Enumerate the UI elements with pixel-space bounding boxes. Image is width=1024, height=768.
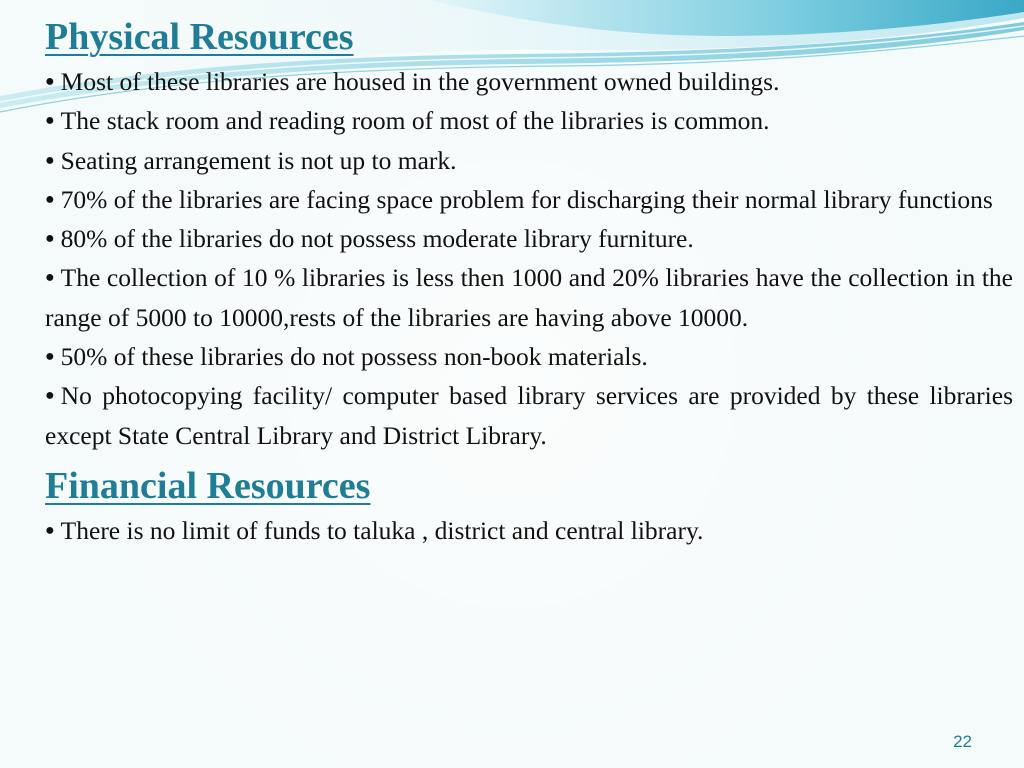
bullet-icon: ● <box>45 348 55 366</box>
bullet-icon: ● <box>45 112 55 130</box>
list-item <box>45 180 1013 219</box>
bullet-icon: ● <box>45 230 55 248</box>
physical-resources-list <box>45 62 1013 455</box>
bullet-text: Seating arrangement is not up to mark. <box>60 145 457 175</box>
bullet-icon: ● <box>45 521 55 539</box>
bullet-text: 70% of the libraries are facing space problem for discharging their normal library functions <box>60 184 993 214</box>
financial-resources-heading: Financial Resources <box>45 464 371 507</box>
bullet-icon: ● <box>45 269 55 287</box>
list-item <box>45 101 1013 140</box>
list-item <box>45 62 1013 101</box>
bullet-text: There is no limit of funds to taluka , district and central library. <box>60 515 704 545</box>
list-item <box>45 219 1013 258</box>
bullet-icon: ● <box>45 190 55 208</box>
bullet-icon: ● <box>45 73 55 90</box>
page-number: 22 <box>953 732 972 751</box>
bullet-text: Most of these libraries are housed in the government owned buildings. <box>60 67 780 96</box>
financial-resources-list <box>45 511 1013 550</box>
slide-content <box>45 12 1013 550</box>
list-item <box>45 511 1013 550</box>
bullet-text: 50% of these libraries do not possess non-book materials. <box>60 342 648 372</box>
physical-resources-heading: Physical Resources <box>45 16 354 58</box>
bullet-icon: ● <box>45 387 55 405</box>
list-item <box>45 141 1013 180</box>
bullet-icon: ● <box>45 151 55 169</box>
list-item <box>45 376 1013 455</box>
bullet-text: 80% of the libraries do not possess moderate library furniture. <box>60 224 694 254</box>
bullet-text: The collection of 10 % libraries is less then 1000 and 20% libraries have the collection in the range of 5000 to 10000,rests of the libraries are having above 10000. <box>45 263 1013 332</box>
list-item <box>45 337 1013 376</box>
bullet-text: The stack room and reading room of most of the libraries is common. <box>60 106 770 136</box>
bullet-text: No photocopying facility/ computer based library services are provided by these libraries except State Central Library and District Library. <box>45 381 1013 450</box>
list-item <box>45 258 1013 337</box>
